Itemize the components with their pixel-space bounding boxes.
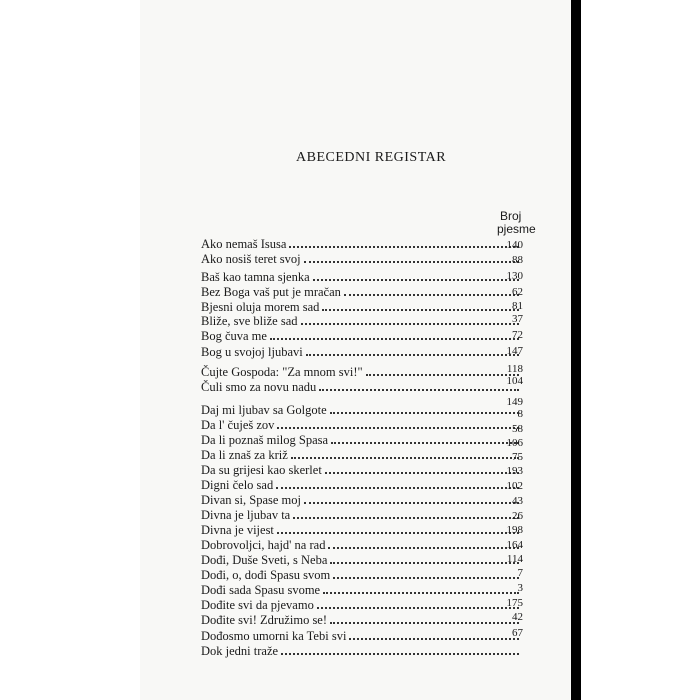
- leader-dots: [301, 323, 520, 325]
- entry-title: Daj mi ljubav sa Golgote: [201, 403, 327, 417]
- entry-number: 37: [512, 313, 523, 325]
- entry-title: Bog u svojoj ljubavi: [201, 345, 303, 359]
- entry-number: 3: [517, 582, 523, 594]
- entry-number: 193: [506, 465, 523, 477]
- entry-title: Dok jedni traže: [201, 644, 279, 658]
- entry-title: Dođi, o, dođi Spasu svom: [201, 568, 331, 582]
- entry-title: Da li znaš za križ: [201, 448, 288, 462]
- entry-title: Dođite svi da pjevamo: [201, 598, 314, 612]
- entry-number: 81: [512, 300, 523, 312]
- entry-number: 104: [506, 375, 523, 387]
- entry-number: 198: [506, 524, 523, 536]
- index-entry: [201, 329, 523, 343]
- entry-title: Bjesni oluja morem sad: [201, 300, 320, 314]
- index-entry: [201, 418, 523, 432]
- entry-number: 118: [506, 363, 523, 375]
- entry-title: Dobrovoljci, hajd' na rad: [201, 538, 326, 552]
- leader-dots: [306, 354, 519, 356]
- index-entry: [201, 553, 523, 567]
- leader-dots: [317, 607, 519, 609]
- entry-number: 42: [512, 611, 523, 623]
- leader-dots: [331, 442, 519, 444]
- leader-dots: [313, 279, 519, 281]
- entry-title: Bliže, sve bliže sad: [201, 314, 298, 328]
- column-header-line2: pjesme: [497, 222, 536, 236]
- leader-dots: [330, 622, 519, 624]
- index-entry: [201, 380, 523, 394]
- entry-number: 58: [512, 423, 523, 435]
- entry-title: Divan si, Spase moj: [201, 493, 301, 507]
- entry-number: 175: [506, 597, 523, 609]
- entry-title: Da li poznaš milog Spasa: [201, 433, 329, 447]
- index-entry: [201, 365, 523, 379]
- index-entry: [201, 237, 523, 251]
- entry-number: 75: [512, 451, 523, 463]
- index-entry: [201, 568, 523, 582]
- leader-dots: [333, 577, 519, 579]
- entry-number: 164: [506, 539, 523, 551]
- entry-title: Dođi, Duše Sveti, s Neba: [201, 553, 328, 567]
- index-entry: [201, 314, 523, 328]
- entry-number: 102: [506, 480, 523, 492]
- index-entry: [201, 538, 523, 552]
- leader-dots: [319, 389, 519, 391]
- entry-number: 149: [506, 396, 523, 408]
- index-entry: [201, 613, 523, 627]
- entry-number: 62: [512, 286, 523, 298]
- index-entry: [201, 493, 523, 507]
- entry-number: 130: [506, 270, 523, 282]
- leader-dots: [277, 427, 519, 429]
- index-entry: [201, 285, 523, 299]
- leader-dots: [276, 487, 519, 489]
- index-entry: [201, 403, 523, 417]
- index-entry: [201, 478, 523, 492]
- leader-dots: [304, 261, 519, 263]
- entry-number: 140: [506, 239, 523, 251]
- index-entry: [201, 448, 523, 462]
- index-entry: [201, 270, 523, 284]
- entry-title: Čujte Gospoda: "Za mnom svi!": [201, 365, 363, 379]
- index-entry: [201, 252, 523, 266]
- entry-title: Dođosmo umorni ka Tebi svi: [201, 629, 347, 643]
- page-title: ABECEDNI REGISTAR: [296, 150, 447, 165]
- entry-title: Da su grijesi kao skerlet: [201, 463, 322, 477]
- entry-number: 114: [506, 553, 523, 565]
- leader-dots: [330, 412, 519, 414]
- index-entry: [201, 433, 523, 447]
- entry-title: Ako nosiš teret svoj: [201, 252, 301, 266]
- entry-title: Bez Boga vaš put je mračan: [201, 285, 341, 299]
- leader-dots: [291, 457, 519, 459]
- entry-title: Digni čelo sad: [201, 478, 274, 492]
- index-entry: [201, 300, 523, 314]
- entry-number: 147: [506, 345, 523, 357]
- leader-dots: [304, 502, 519, 504]
- entry-title: Divna je ljubav ta: [201, 508, 291, 522]
- leader-dots: [325, 472, 519, 474]
- entry-number: 88: [512, 254, 523, 266]
- index-entry: [201, 508, 523, 522]
- index-entry: [201, 463, 523, 477]
- index-entry: [201, 598, 523, 612]
- leader-dots: [270, 338, 519, 340]
- index-entry: [201, 644, 523, 658]
- entry-number: 67: [512, 627, 523, 639]
- entry-title: Bog čuva me: [201, 329, 267, 343]
- index-entry: [201, 345, 523, 359]
- entry-title: Dođi sada Spasu svome: [201, 583, 321, 597]
- entry-title: Dođite svi! Združimo se!: [201, 613, 328, 627]
- entry-number: 7: [517, 567, 523, 579]
- entry-title: Čuli smo za novu nadu: [201, 380, 317, 394]
- leader-dots: [323, 592, 519, 594]
- entry-number: 72: [512, 329, 523, 341]
- entry-number: 43: [512, 495, 523, 507]
- leader-dots: [281, 653, 519, 655]
- column-header-line1: Broj: [500, 209, 522, 223]
- leader-dots: [293, 517, 519, 519]
- leader-dots: [330, 562, 519, 564]
- scan-right-margin: [571, 0, 700, 700]
- entry-title: Baš kao tamna sjenka: [201, 270, 310, 284]
- index-entry: [201, 523, 523, 537]
- leader-dots: [322, 309, 519, 311]
- entry-number: 8: [517, 408, 523, 420]
- scan-dark-edge: [571, 0, 581, 700]
- index-entry: [201, 629, 523, 643]
- entry-title: Divna je vijest: [201, 523, 274, 537]
- entry-title: Da l' čuješ zov: [201, 418, 275, 432]
- index-entry: [201, 583, 523, 597]
- leader-dots: [277, 532, 519, 534]
- entry-title: Ako nemaš Isusa: [201, 237, 287, 251]
- leader-dots: [328, 547, 519, 549]
- entry-number: 26: [512, 510, 523, 522]
- leader-dots: [289, 246, 519, 248]
- column-header: [497, 210, 536, 236]
- entry-number: 106: [506, 437, 523, 449]
